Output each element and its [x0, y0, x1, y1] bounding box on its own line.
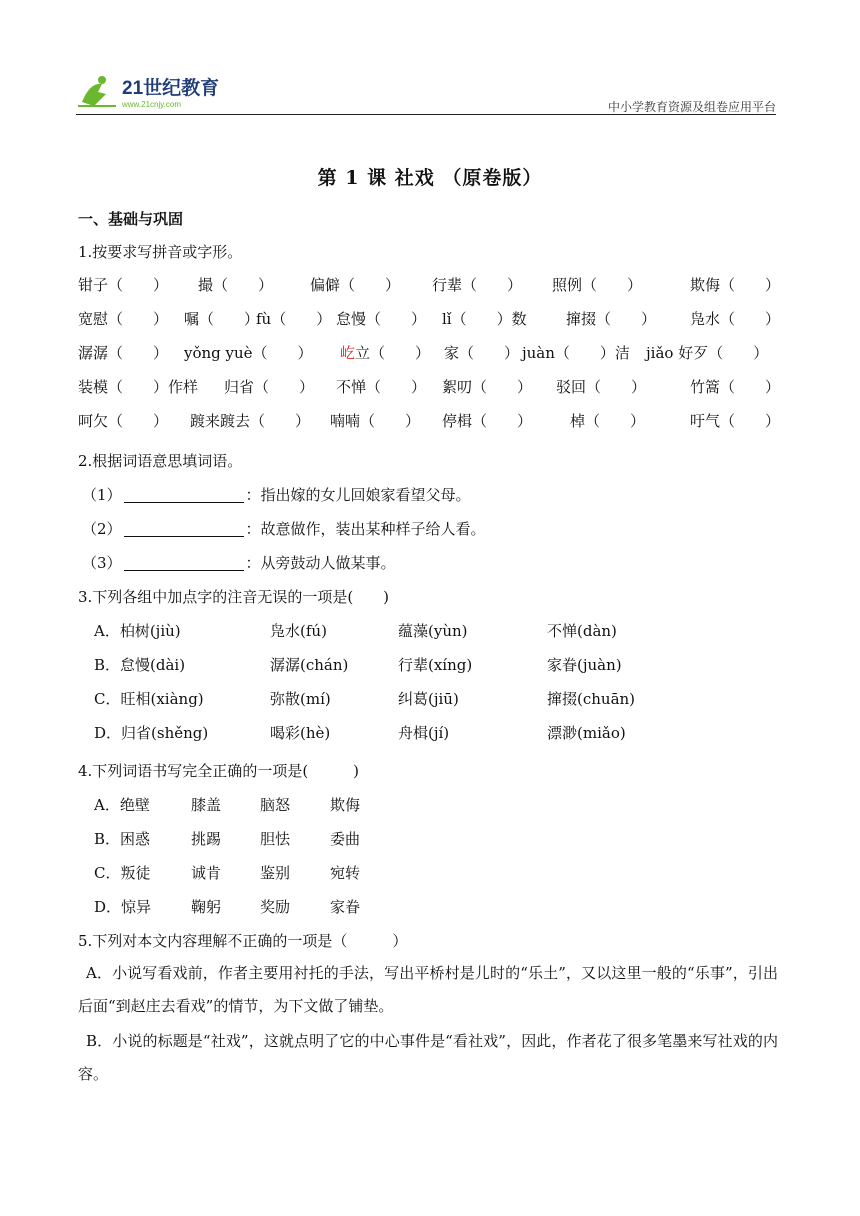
- q4-option-item: 挑踢: [191, 830, 222, 848]
- q3-option-b[interactable]: B．怠慢(dài): [94, 656, 186, 674]
- q1-item: 欺侮（ ）: [690, 276, 781, 294]
- q2-item-text: ：故意做作，装出某种样子给人看。: [245, 520, 486, 538]
- page-title: 第 1 课 社戏 （原卷版）: [317, 167, 543, 189]
- section-heading: 一、基础与巩固: [78, 210, 184, 228]
- answer-blank[interactable]: [124, 520, 244, 537]
- platform-name: 中小学教育资源及组卷应用平台: [607, 100, 776, 114]
- q1-item: 驳回（ ）: [556, 378, 647, 396]
- q4-option-item: 脑怒: [260, 796, 291, 814]
- q3-option-item: 行辈(xíng): [398, 656, 473, 674]
- q3-option-item: 纠葛(jiū): [398, 690, 459, 708]
- q1-item: juàn（ ）洁: [522, 344, 630, 362]
- q2-item-num: （2）: [82, 520, 122, 538]
- q1-item: 立（ ）: [355, 344, 431, 362]
- q1-item: 喃喃（ ）: [330, 412, 421, 430]
- q3-option-d[interactable]: D．归省(shěng): [94, 724, 209, 742]
- q3-option-item: 不惮(dàn): [547, 622, 617, 640]
- q4-option-item: 宛转: [330, 864, 361, 882]
- q2-prompt: 2.根据词语意思填词语。: [78, 452, 243, 470]
- q2-item-num: （1）: [82, 486, 122, 504]
- q4-option-item: 鞠躬: [191, 898, 222, 916]
- q5-prompt: 5.下列对本文内容理解不正确的一项是（ ）: [78, 932, 408, 950]
- q3-option-item: 潺潺(chán): [270, 656, 349, 674]
- logo-sub-text: www.21cnjy.com: [122, 100, 181, 109]
- q3-option-a[interactable]: A．柏树(jiù): [94, 622, 181, 640]
- q1-row-3: [78, 342, 776, 364]
- q3-option-item: 凫水(fú): [270, 622, 327, 640]
- q1-item: 钳子（ ）: [78, 276, 169, 294]
- q4-option-item: 家眷: [330, 898, 361, 916]
- q1-item: 凫水（ ）: [690, 310, 781, 328]
- q4-option-item: 鉴别: [260, 864, 291, 882]
- q1-item: 撮（ ）: [198, 276, 274, 294]
- q1-item: lǐ（ ）数: [442, 310, 527, 328]
- q3-option-item: 弥散(mí): [270, 690, 331, 708]
- q1-item: 照例（ ）: [552, 276, 643, 294]
- header-divider: [76, 114, 776, 115]
- q3-option-item: 蕴藻(yùn): [398, 622, 468, 640]
- q4-option-b[interactable]: B．困惑: [94, 830, 151, 848]
- q1-item: 呵欠（ ）: [78, 412, 169, 430]
- q1-item: yǒng yuè（ ）: [184, 344, 313, 362]
- q1-item: 装模（ ）作样: [78, 378, 199, 396]
- q1-item: 归省（ ）: [224, 378, 315, 396]
- q1-item: 偏僻（ ）: [310, 276, 401, 294]
- q1-item: 絮叨（ ）: [442, 378, 533, 396]
- q5-option-a[interactable]: A．小说写看戏前，作者主要用衬托的手法，写出平桥村是儿时的“乐土”，又以这里一般的“乐事”，引出后面“到赵庄去看戏”的情节，为下文做了铺垫。: [78, 964, 778, 1015]
- q1-row-5: [78, 410, 781, 432]
- q1-highlight-char: 屹: [340, 344, 356, 362]
- q5-option-b[interactable]: B．小说的标题是“社戏”，这就点明了它的中心事件是“看社戏”，因此，作者花了很多笔墨来写社戏的内容。: [78, 1032, 778, 1083]
- q1-item: 撺掇（ ）: [566, 310, 657, 328]
- answer-blank[interactable]: [124, 486, 244, 503]
- q1-item: 棹（ ）: [570, 412, 646, 430]
- q4-option-a[interactable]: A．绝壁: [94, 796, 150, 814]
- q1-item: jiǎo 好歹（ ）: [646, 344, 769, 362]
- q4-option-item: 膝盖: [191, 796, 222, 814]
- q1-item: 家（ ）: [444, 344, 520, 362]
- q1-item: 怠慢（ ）: [336, 310, 427, 328]
- q3-prompt: 3.下列各组中加点字的注音无误的一项是( ): [78, 588, 390, 606]
- q4-option-item: 奖励: [260, 898, 291, 916]
- q3-option-item: 喝彩(hè): [270, 724, 331, 742]
- q4-option-item: 诚肯: [191, 864, 222, 882]
- q1-item: 停楫（ ）: [442, 412, 533, 430]
- q2-item-2: [82, 518, 486, 539]
- q3-option-item: 家眷(juàn): [547, 656, 622, 674]
- q2-item-3: [82, 552, 396, 573]
- q1-item: 吁气（ ）: [690, 412, 781, 430]
- q3-option-item: 漂渺(miǎo): [547, 724, 626, 742]
- q1-item: 嘱（ ）: [184, 310, 260, 328]
- q4-option-item: 欺侮: [330, 796, 361, 814]
- site-logo: [76, 72, 246, 112]
- answer-blank[interactable]: [124, 554, 244, 571]
- q3-option-c[interactable]: C．旺相(xiàng): [94, 690, 204, 708]
- q4-prompt: 4.下列词语书写完全正确的一项是( ): [78, 762, 360, 780]
- q1-item: fù（ ）: [256, 310, 332, 328]
- q2-item-text: ：指出嫁的女儿回娘家看望父母。: [245, 486, 471, 504]
- q4-option-d[interactable]: D．惊异: [94, 898, 152, 916]
- q1-row-2: [78, 308, 781, 330]
- q4-option-item: 胆怯: [260, 830, 291, 848]
- q4-option-c[interactable]: C．叛徒: [94, 864, 151, 882]
- q1-item: 竹篙（ ）: [690, 378, 781, 396]
- q2-item-1: [82, 484, 471, 505]
- q1-row-4: [78, 376, 781, 398]
- q1-item: 潺潺（ ）: [78, 344, 169, 362]
- q2-item-num: （3）: [82, 554, 122, 572]
- logo-main-text: 21世纪教育: [122, 78, 220, 99]
- q1-item: 行辈（ ）: [432, 276, 523, 294]
- q1-item: 踱来踱去（ ）: [190, 412, 311, 430]
- q1-prompt: 1.按要求写拼音或字形。: [78, 243, 243, 261]
- q3-option-item: 舟楫(jí): [398, 724, 450, 742]
- q1-row-1: [78, 274, 781, 296]
- q1-item: 宽慰（ ）: [78, 310, 169, 328]
- q3-option-item: 撺掇(chuān): [547, 690, 636, 708]
- q4-option-item: 委曲: [330, 830, 361, 848]
- q1-item: 不惮（ ）: [336, 378, 427, 396]
- q2-item-text: ：从旁鼓动人做某事。: [245, 554, 396, 572]
